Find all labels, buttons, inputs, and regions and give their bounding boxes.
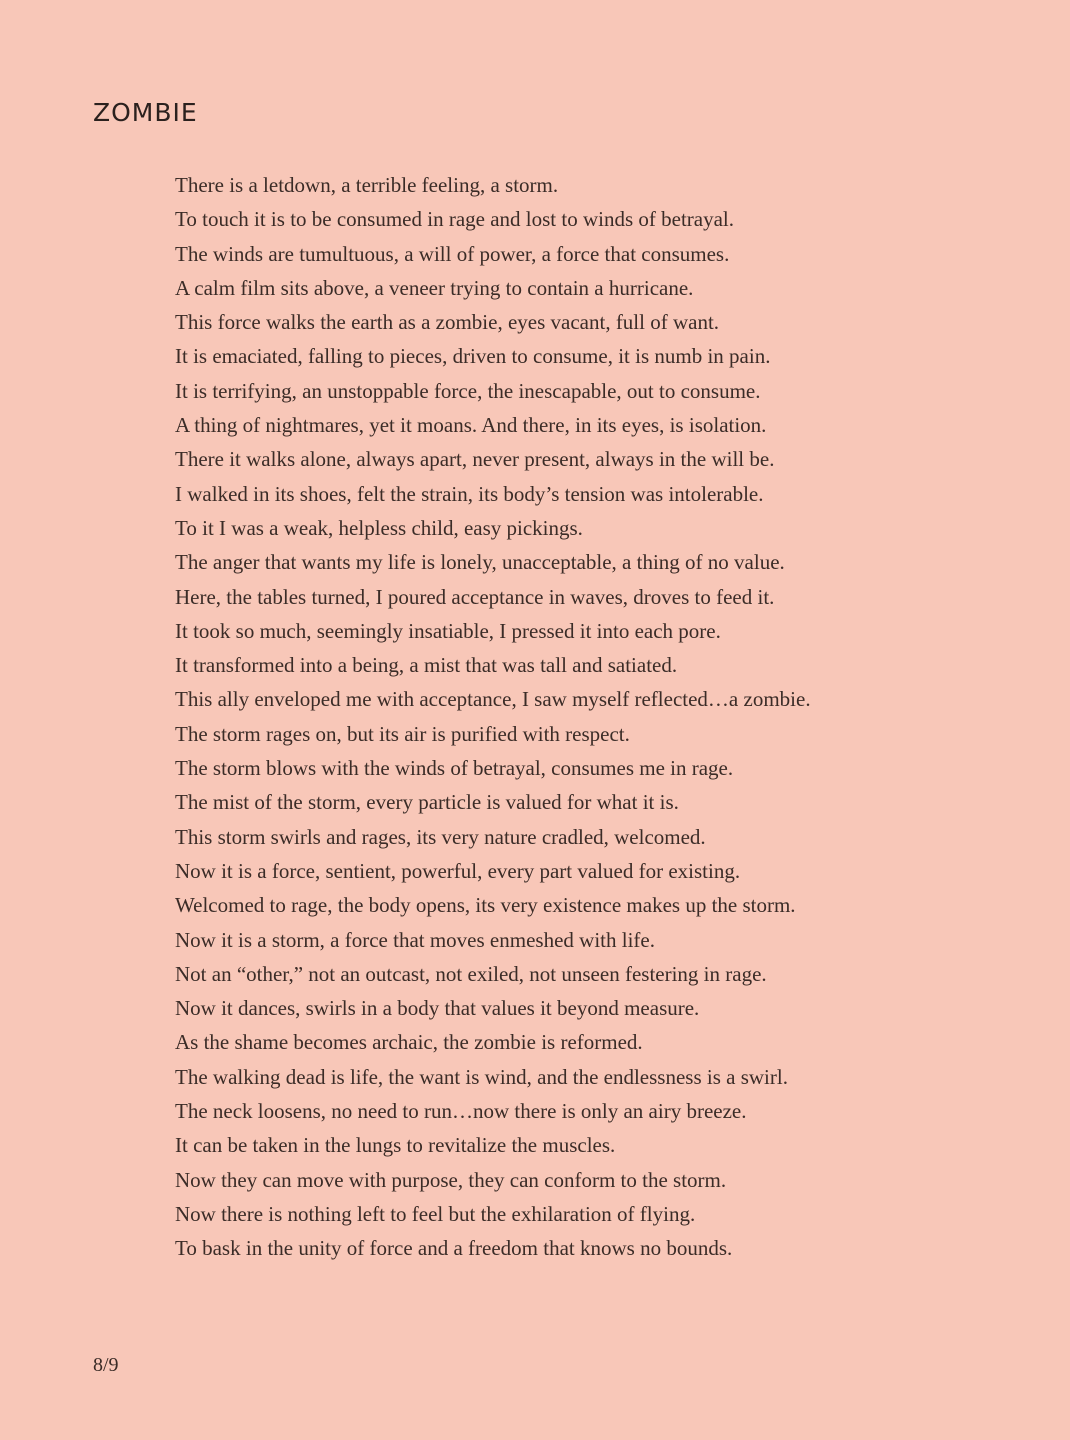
poem-line: The anger that wants my life is lonely, unacceptable, a thing of no value.: [175, 550, 785, 575]
poem-line: To bask in the unity of force and a freedom that knows no bounds.: [175, 1236, 733, 1261]
poem-line: There is a letdown, a terrible feeling, a storm.: [175, 173, 559, 197]
poem-line: The mist of the storm, every particle is valued for what it is.: [175, 790, 679, 815]
poem-line: This force walks the earth as a zombie, eyes vacant, full of want.: [175, 310, 720, 335]
poem-line: It took so much, seemingly insatiable, I pressed it into each pore.: [175, 618, 721, 643]
poem-body: [175, 168, 1035, 1266]
poem-line: There it walks alone, always apart, never present, always in the will be.: [175, 447, 775, 472]
poem-line: The neck loosens, no need to run…now there is only an airy breeze.: [175, 1099, 747, 1124]
poem-line: Now they can move with purpose, they can conform to the storm.: [175, 1167, 727, 1192]
poem-line: Here, the tables turned, I poured acceptance in waves, droves to feed it.: [175, 584, 775, 609]
poem-line: To it I was a weak, helpless child, easy pickings.: [175, 515, 583, 540]
poem-line: The winds are tumultuous, a will of power, a force that consumes.: [175, 241, 730, 266]
poem-line: The storm rages on, but its air is purified with respect.: [175, 721, 630, 746]
poem-title: ZOMBIE: [93, 98, 198, 127]
poem-line: As the shame becomes archaic, the zombie is reformed.: [175, 1030, 643, 1055]
poem-line: I walked in its shoes, felt the strain, its body’s tension was intolerable.: [175, 481, 764, 506]
poem-line: Not an “other,” not an outcast, not exiled, not unseen festering in rage.: [175, 961, 767, 986]
poem-line: Now it is a force, sentient, powerful, every part valued for existing.: [175, 858, 741, 883]
poem-line: This storm swirls and rages, its very nature cradled, welcomed.: [175, 824, 706, 849]
poem-line: It is emaciated, falling to pieces, driven to consume, it is numb in pain.: [175, 344, 771, 369]
page-number: 8/9: [93, 1354, 119, 1376]
poem-line: It transformed into a being, a mist that was tall and satiated.: [175, 653, 678, 678]
poem-line: A thing of nightmares, yet it moans. And there, in its eyes, is isolation.: [175, 413, 767, 438]
poem-line: It is terrifying, an unstoppable force, the inescapable, out to consume.: [175, 378, 761, 403]
poem-line: The walking dead is life, the want is wind, and the endlessness is a swirl.: [175, 1064, 788, 1089]
poem-line: Welcomed to rage, the body opens, its very existence makes up the storm.: [175, 893, 796, 918]
poem-line: The storm blows with the winds of betrayal, consumes me in rage.: [175, 756, 734, 781]
poem-line: A calm film sits above, a veneer trying to contain a hurricane.: [175, 275, 694, 300]
poem-line: It can be taken in the lungs to revitalize the muscles.: [175, 1133, 616, 1158]
poem-line: Now there is nothing left to feel but the exhilaration of flying.: [175, 1201, 696, 1226]
poem-line: To touch it is to be consumed in rage and lost to winds of betrayal.: [175, 207, 735, 232]
poem-line: Now it is a storm, a force that moves enmeshed with life.: [175, 927, 655, 952]
poem-line: This ally enveloped me with acceptance, I saw myself reflected…a zombie.: [175, 687, 811, 712]
poem-line: Now it dances, swirls in a body that values it beyond measure.: [175, 996, 700, 1021]
